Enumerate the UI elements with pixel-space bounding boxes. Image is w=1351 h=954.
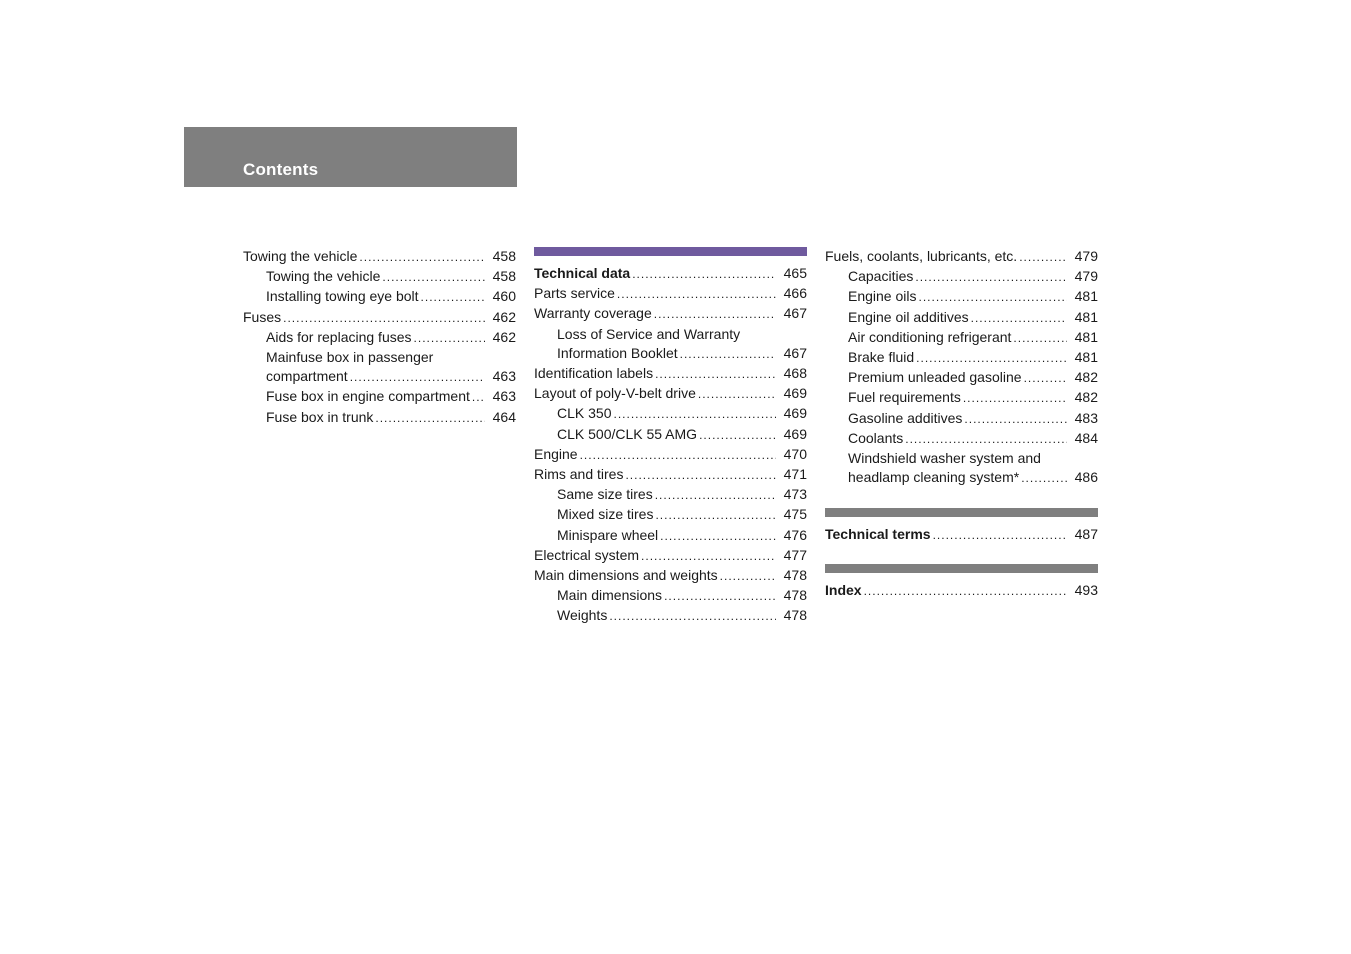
toc-entry-page: 466 [783, 285, 807, 302]
leader-dots [375, 408, 485, 428]
toc-entry[interactable] [534, 505, 807, 525]
toc-entry[interactable] [825, 348, 1098, 368]
toc-entry-page: 476 [783, 526, 807, 543]
toc-entry[interactable] [534, 546, 807, 566]
toc-entry[interactable] [534, 465, 807, 485]
toc-entry-page: 475 [783, 506, 807, 523]
toc-entry-label: Identification labels [534, 365, 654, 382]
toc-entry[interactable] [243, 267, 516, 287]
leader-dots [359, 247, 485, 267]
toc-entry-label: Technical data [534, 265, 631, 281]
leader-dots [350, 367, 485, 387]
toc-list [534, 264, 807, 627]
leader-dots [655, 485, 776, 505]
toc-entry-page: 482 [1074, 369, 1098, 386]
leader-dots [655, 364, 776, 384]
toc-entry[interactable] [825, 388, 1098, 408]
leader-dots [919, 287, 1068, 307]
toc-entry[interactable] [534, 445, 807, 465]
toc-entry[interactable] [243, 287, 516, 307]
toc-entry-label: Towing the vehicle [266, 268, 381, 285]
toc-entry[interactable] [534, 264, 807, 284]
toc-entry-page: 493 [1074, 581, 1098, 598]
leader-dots [1024, 368, 1067, 388]
toc-entry-label: Main dimensions and weights [534, 567, 718, 584]
toc-entry[interactable] [243, 408, 516, 428]
toc-entry-label: Fuels, coolants, lubricants, etc. [825, 248, 1018, 264]
leader-dots [864, 581, 1067, 601]
leader-dots [283, 308, 485, 328]
toc-entry[interactable] [243, 308, 516, 328]
section-divider-technical-data [534, 247, 807, 256]
toc-entry[interactable] [243, 387, 516, 407]
toc-entry-page: 478 [783, 587, 807, 604]
toc-entry-label: Air conditioning refrigerant [848, 328, 1012, 345]
section-divider-index [825, 564, 1098, 573]
toc-column-1 [243, 247, 516, 428]
toc-entry-label: Mixed size tires [557, 506, 654, 523]
toc-entry-page: 462 [492, 308, 516, 325]
toc-entry-index[interactable] [825, 581, 1098, 601]
toc-entry[interactable] [243, 328, 516, 348]
toc-entry[interactable] [825, 247, 1098, 267]
toc-entry-page: 481 [1074, 288, 1098, 305]
toc-entry-label: Coolants [848, 429, 904, 446]
toc-entry[interactable] [825, 287, 1098, 307]
toc-entry-page: 483 [1074, 409, 1098, 426]
toc-entry-page: 487 [1074, 526, 1098, 543]
leader-dots [933, 525, 1067, 545]
toc-entry-page: 458 [492, 268, 516, 285]
toc-entry-technical-terms[interactable] [825, 525, 1098, 545]
toc-entry-page: 473 [783, 486, 807, 503]
toc-column-3 [825, 247, 1098, 601]
toc-entry-label: Fuel requirements [848, 389, 961, 406]
leader-dots [1021, 468, 1067, 488]
toc-entry-label: Towing the vehicle [243, 248, 358, 264]
leader-dots [632, 264, 776, 284]
toc-column-2 [534, 247, 807, 627]
toc-entry-label: Rims and tires [534, 466, 624, 483]
toc-entry-label: Fuses [243, 308, 282, 325]
toc-entry-label: Weights [557, 607, 608, 624]
leader-dots [699, 425, 776, 445]
toc-entry-page: 471 [783, 466, 807, 483]
leader-dots [963, 388, 1067, 408]
toc-entry-label: Windshield washer system and [848, 450, 1041, 467]
toc-list [243, 247, 516, 428]
toc-entry[interactable] [825, 328, 1098, 348]
toc-entry-page: 469 [783, 405, 807, 422]
toc-entry-page: 482 [1074, 389, 1098, 406]
toc-entry-label: Main dimensions [557, 587, 663, 604]
leader-dots [609, 606, 776, 626]
leader-dots [641, 546, 776, 566]
leader-dots [472, 387, 485, 407]
toc-entry-label: Engine oil additives [848, 308, 969, 325]
leader-dots [971, 308, 1067, 328]
toc-entry[interactable] [825, 468, 1098, 488]
leader-dots [421, 287, 485, 307]
toc-entry[interactable] [825, 267, 1098, 287]
toc-entry-label: Engine oils [848, 288, 917, 305]
leader-dots [613, 404, 776, 424]
toc-entry[interactable] [534, 344, 807, 364]
toc-entry-label: Minispare wheel [557, 526, 659, 543]
toc-entry[interactable] [534, 284, 807, 304]
toc-entry[interactable] [534, 404, 807, 424]
leader-dots [915, 267, 1067, 287]
toc-entry-page: 469 [783, 425, 807, 442]
leader-dots [382, 267, 485, 287]
leader-dots [655, 505, 776, 525]
toc-entry-page: 481 [1074, 349, 1098, 366]
toc-entry[interactable] [534, 586, 807, 606]
toc-entry[interactable] [534, 384, 807, 404]
toc-entry-label: Premium unleaded gasoline [848, 369, 1022, 386]
toc-entry-label: Fuse box in engine compartment [266, 388, 470, 405]
toc-entry-page: 486 [1074, 469, 1098, 486]
toc-entry-page: 458 [492, 248, 516, 264]
toc-entry-label: headlamp cleaning system* [848, 469, 1020, 486]
section-divider-technical-terms [825, 508, 1098, 517]
toc-entry-page: 460 [492, 288, 516, 305]
toc-entry-label: Capacities [848, 268, 914, 285]
toc-entry-label: compartment [266, 368, 348, 385]
toc-entry-page: 481 [1074, 308, 1098, 325]
toc-entry-label: Loss of Service and Warranty [557, 325, 741, 342]
toc-entry[interactable] [825, 308, 1098, 328]
toc-entry[interactable] [534, 606, 807, 626]
toc-entry-page: 478 [783, 607, 807, 624]
toc-entry[interactable] [825, 429, 1098, 449]
toc-entry[interactable] [825, 409, 1098, 429]
toc-entry-page: 463 [492, 368, 516, 385]
toc-entry-label: Layout of poly-V-belt drive [534, 385, 696, 402]
toc-entry-page: 465 [783, 265, 807, 281]
toc-entry[interactable] [534, 425, 807, 445]
toc-entry-page: 469 [783, 385, 807, 402]
toc-entry-page: 484 [1074, 429, 1098, 446]
toc-entry[interactable] [243, 247, 516, 267]
leader-dots [625, 465, 776, 485]
toc-entry-label: Engine [534, 445, 578, 462]
toc-entry[interactable] [534, 566, 807, 586]
toc-entry-page: 479 [1074, 248, 1098, 264]
toc-entry-label: Mainfuse box in passenger [266, 349, 434, 366]
leader-dots [964, 409, 1067, 429]
toc-entry-page: 468 [783, 365, 807, 382]
toc-entry[interactable] [243, 367, 516, 387]
toc-list [825, 247, 1098, 488]
toc-entry-label: Gasoline additives [848, 409, 963, 426]
toc-entry-page: 462 [492, 328, 516, 345]
leader-dots [414, 328, 485, 348]
toc-entry-label: Aids for replacing fuses [266, 328, 412, 345]
toc-entry-page: 467 [783, 344, 807, 361]
leader-dots [664, 586, 776, 606]
leader-dots [720, 566, 776, 586]
contents-header-bar [184, 127, 517, 187]
toc-entry-label: Parts service [534, 285, 615, 302]
toc-entry[interactable] [534, 485, 807, 505]
toc-entry-page: 467 [783, 305, 807, 322]
toc-entry-label: Same size tires [557, 486, 653, 503]
toc-entry-page: 470 [783, 445, 807, 462]
toc-entry-label: Fuse box in trunk [266, 408, 374, 425]
toc-entry-label: CLK 350 [557, 405, 612, 422]
toc-entry [825, 449, 1098, 468]
toc-entry-page: 478 [783, 567, 807, 584]
toc-entry[interactable] [534, 364, 807, 384]
toc-entry[interactable] [825, 368, 1098, 388]
toc-entry-label: Brake fluid [848, 349, 915, 366]
toc-entry-page: 477 [783, 546, 807, 563]
leader-dots [1013, 328, 1067, 348]
toc-entry-label: CLK 500/CLK 55 AMG [557, 425, 698, 442]
toc-entry[interactable] [534, 526, 807, 546]
toc-entry-page: 464 [492, 408, 516, 425]
toc-entry[interactable] [534, 304, 807, 324]
toc-entry-page: 481 [1074, 328, 1098, 345]
leader-dots [660, 526, 776, 546]
leader-dots [580, 445, 776, 465]
toc-entry-label: Warranty coverage [534, 305, 652, 322]
leader-dots [654, 304, 776, 324]
leader-dots [1019, 247, 1067, 267]
toc-entry-page: 463 [492, 388, 516, 405]
leader-dots [617, 284, 776, 304]
toc-entry-label: Technical terms [825, 526, 931, 543]
toc-entry-label: Installing towing eye bolt [266, 288, 419, 305]
leader-dots [680, 344, 776, 364]
toc-entry-label: Electrical system [534, 546, 640, 563]
leader-dots [916, 348, 1067, 368]
toc-entry [534, 325, 807, 344]
page-title: Contents [243, 160, 319, 179]
toc-entry-page: 479 [1074, 268, 1098, 285]
toc-entry-label: Information Booklet [557, 344, 678, 361]
toc-entry [243, 348, 516, 367]
leader-dots [905, 429, 1067, 449]
leader-dots [698, 384, 776, 404]
toc-entry-label: Index [825, 581, 862, 598]
